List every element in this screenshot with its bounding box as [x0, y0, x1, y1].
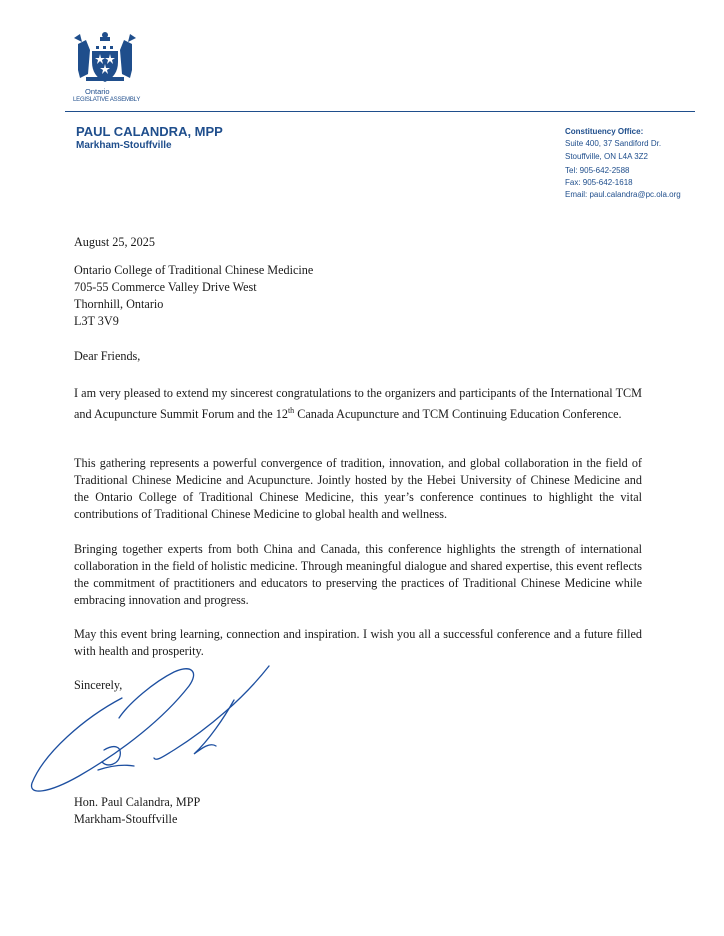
signer-name: Hon. Paul Calandra, MPP — [74, 795, 201, 809]
recipient-line-3: Thornhill, Ontario — [74, 297, 164, 311]
office-tel: Tel: 905-642-2588 — [565, 165, 630, 175]
signer-riding: Markham-Stouffville — [74, 812, 178, 826]
office-fax: Fax: 905-642-1618 — [565, 178, 633, 188]
crest-subtitle: LEGISLATIVE ASSEMBLY — [73, 97, 141, 103]
office-address-line-2: Stouffville, ON L4A 3Z2 — [565, 151, 649, 161]
recipient-line-2: 705-55 Commerce Valley Drive West — [74, 280, 257, 294]
constituency-office-block — [565, 126, 681, 202]
paragraph-1 — [74, 385, 642, 423]
office-address-line-1: Suite 400, 37 Sandiford Dr. — [565, 139, 662, 149]
mpp-riding: Markham-Stouffville — [76, 140, 172, 151]
crest-name: Ontario — [85, 87, 110, 96]
paragraph-3: Bringing together experts from both China and Canada, this conference highlights the strength of international collaboration in the field of holistic medicine. Through meaningful dialogue and shared expertise, this event reflects the commitment of practitioners and educators to preserving the practices of Traditional Chinese Medicine while embracing innovation and progress. — [74, 542, 642, 607]
mpp-name: PAUL CALANDRA, MPP — [76, 124, 223, 139]
paragraph-1-text-b: Canada Acupuncture and TCM Continuing Education Conference. — [294, 407, 622, 422]
salutation: Dear Friends, — [74, 349, 141, 363]
ontario-crest-logo — [70, 30, 140, 86]
paragraph-2: This gathering represents a powerful convergence of tradition, innovation, and global collaboration in the field of Traditional Chinese Medicine and Acupuncture. Jointly hosted by the Hebei University of Chinese Medicine and the Ontario College of Traditional Chinese Medicine, this year’s conference continues to highlight the vital contributions of Traditional Chinese Medicine to global health and wellness. — [74, 456, 642, 521]
letter-date: August 25, 2025 — [74, 235, 155, 249]
paragraph-4: May this event bring learning, connection and inspiration. I wish you all a successful conference and a future filled with health and prosperity. — [74, 627, 642, 658]
closing: Sincerely, — [74, 678, 123, 692]
office-title: Constituency Office: — [565, 127, 644, 136]
paragraph-1-superscript: th — [287, 406, 295, 415]
header-divider — [65, 111, 695, 112]
recipient-line-4: L3T 3V9 — [74, 314, 119, 328]
office-email: Email: paul.calandra@pc.ola.org — [565, 190, 681, 200]
paragraph-1-text-a: I am very pleased to extend my sincerest congratulations to the organizers and participants of the International TCM and Acupuncture Summit Forum and the 12 — [74, 386, 642, 422]
recipient-line-1: Ontario College of Traditional Chinese Medicine — [74, 263, 314, 277]
handwritten-signature — [24, 658, 284, 808]
